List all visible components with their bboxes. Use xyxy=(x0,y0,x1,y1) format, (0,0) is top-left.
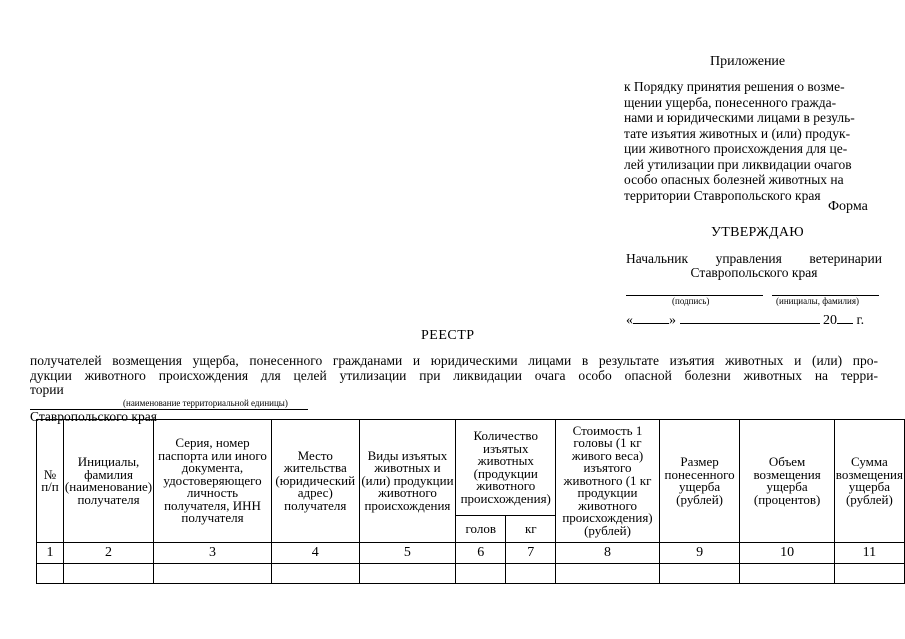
approval-date xyxy=(626,311,882,329)
date-year: 20 xyxy=(823,313,837,328)
column-number: 9 xyxy=(659,543,740,564)
date-month-blank xyxy=(680,311,820,324)
name-caption: (инициалы, фамилия) xyxy=(776,296,859,306)
header-recipient: Инициалы, фамилия (наименование) получателя xyxy=(63,420,153,543)
header-passport: Серия, номер паспорта или иного документа, удостоверяющего личность получателя, ИНН получателя xyxy=(154,420,272,543)
column-number: 6 xyxy=(456,543,506,564)
column-number: 5 xyxy=(359,543,456,564)
appendix-line: особо опасных болезней животных на xyxy=(624,172,844,187)
header-compensation-percent: Объем возмещения ущерба (процентов) xyxy=(740,420,834,543)
table-cell xyxy=(154,564,272,584)
appendix-line: щении ущерба, понесенного гражда- xyxy=(624,94,837,110)
document-title: РЕЕСТР xyxy=(421,328,475,343)
date-quote-open: « xyxy=(626,313,633,328)
date-quote-close: » xyxy=(669,313,676,328)
table-row xyxy=(37,564,905,584)
table-cell xyxy=(834,564,904,584)
column-number: 2 xyxy=(63,543,153,564)
date-day-blank xyxy=(633,311,669,324)
position-region: Ставропольского края xyxy=(690,265,818,280)
appendix-line: территории Ставропольского края xyxy=(624,187,821,203)
header-animal-types: Виды изъятых животных и (или) продукции животного происхождения xyxy=(359,420,456,543)
signature-caption: (подпись) xyxy=(672,296,710,306)
form-label: Форма xyxy=(828,199,868,214)
territory-suffix: Ставропольского края xyxy=(30,408,157,424)
table-cell xyxy=(37,564,64,584)
appendix-line: ции животного происхождения для це- xyxy=(624,141,848,156)
column-number: 8 xyxy=(556,543,660,564)
appendix-line: тате изъятия животных и (или) продук- xyxy=(624,125,851,141)
header-damage: Размер понесенного ущерба (рублей) xyxy=(659,420,740,543)
header-compensation-sum: Сумма возмещения ущерба (рублей) xyxy=(834,420,904,543)
header-address: Место жительства (юридический адрес) получателя xyxy=(271,420,359,543)
date-suffix: г. xyxy=(856,313,865,328)
table-cell xyxy=(63,564,153,584)
table-cell xyxy=(359,564,456,584)
table-cell xyxy=(456,564,506,584)
header-number: № п/п xyxy=(37,420,64,543)
header-kg: кг xyxy=(506,516,556,543)
header-unit-cost: Стоимость 1 головы (1 кг живого веса) изъятого животного (1 кг продукции животного происхождения) (рублей) xyxy=(556,420,660,543)
column-number: 3 xyxy=(154,543,272,564)
position-word: управления xyxy=(715,251,782,266)
table-cell xyxy=(740,564,834,584)
header-quantity: Количество изъятых животных (продукции животного происхождения) xyxy=(456,420,556,516)
table-cell xyxy=(556,564,660,584)
register-table xyxy=(36,419,905,584)
table-cell xyxy=(659,564,740,584)
description-line: получателей возмещения ущерба, понесенного гражданами и юридическими лицами в результате изъятия животных и (или) про- xyxy=(30,353,878,368)
document-description xyxy=(30,354,878,424)
territory-caption: (наименование территориальной единицы) xyxy=(123,398,288,408)
table-cell xyxy=(271,564,359,584)
approver-position xyxy=(626,252,882,280)
appendix-line: к Порядку принятия решения о возме- xyxy=(624,79,845,94)
appendix-title: Приложение xyxy=(710,54,786,69)
table-cell xyxy=(506,564,556,584)
description-line: дукции животного происхождения для целей утилизации при ликвидации очага особо опасной болезни животных на терри- xyxy=(30,367,878,383)
column-number: 7 xyxy=(506,543,556,564)
approval-heading: УТВЕРЖДАЮ xyxy=(711,225,804,240)
position-word: ветеринарии xyxy=(809,251,882,266)
column-number: 4 xyxy=(271,543,359,564)
header-heads: голов xyxy=(456,516,506,543)
column-number: 1 xyxy=(37,543,64,564)
appendix-text xyxy=(624,79,882,203)
appendix-line: нами и юридическими лицами в резуль- xyxy=(624,110,855,125)
date-year-blank xyxy=(837,311,853,324)
appendix-line: лей утилизации при ликвидации очагов xyxy=(624,156,852,172)
column-number: 11 xyxy=(834,543,904,564)
territory-prefix: тории xyxy=(30,382,64,397)
position-word: Начальник xyxy=(626,251,689,266)
column-number: 10 xyxy=(740,543,834,564)
